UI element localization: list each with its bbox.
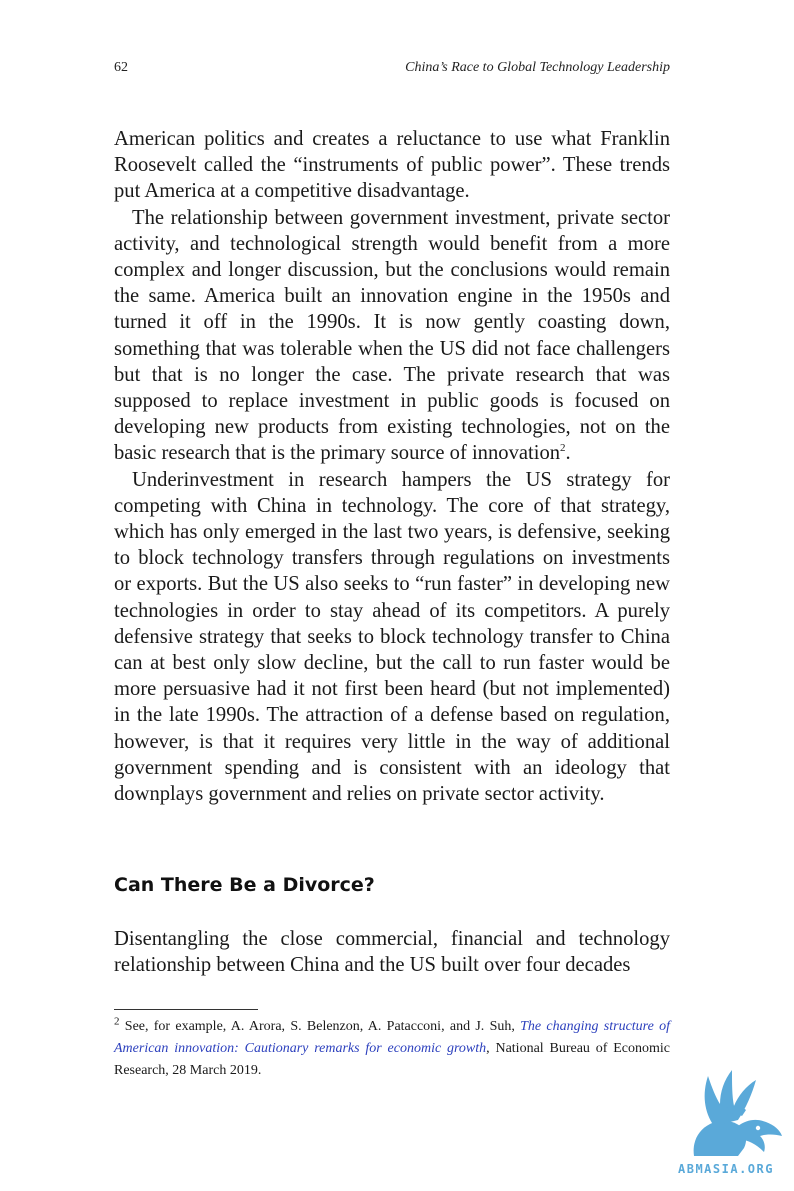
footnote: [114, 1016, 670, 1082]
running-title: China’s Race to Global Technology Leadership: [405, 60, 670, 75]
footnote-divider: [114, 1009, 258, 1010]
paragraph-1: American politics and creates a reluctance to use what Franklin Roosevelt called the “instruments of public power”. These trends put America at a competitive disadvantage.: [114, 128, 670, 203]
running-header: [114, 60, 670, 76]
watermark-logo: [670, 1066, 794, 1191]
griffin-logo-icon: [674, 1068, 786, 1162]
paragraph-3: Underinvestment in research hampers the US strategy for competing with China in technology. The core of that strategy, which has only emerged in the last two years, is defensive, seeking to block technology transfers through regulations on investments or exports. But the US also seeks to “run faster” in developing new technologies in order to stay ahead of its competitors. A purely defensive strategy that seeks to block technology transfer to China can at best only slow decline, but the call to run faster would be more persuasive had it not first been heard (but not implemented) in the late 1990s. The attraction of a defense based on regulation, however, is that it requires very little in the way of additional government spending and is consistent with an ideology that downplays government and relies on private sector activity.: [114, 468, 670, 806]
paragraph-2: [114, 205, 670, 467]
footnote-prefix: See, for example, A. Arora, S. Belenzon, A. Patacconi, and J. Suh,: [119, 1019, 521, 1034]
paragraph-2-end: .: [565, 442, 571, 465]
watermark-text: ABMASIA.ORG: [678, 1162, 774, 1176]
footnote-link[interactable]: The changing structure of American innovation: Cautionary remarks for economic growth: [114, 1019, 670, 1056]
footnote-reference[interactable]: 2: [560, 442, 566, 455]
footnote-number: 2: [114, 1015, 120, 1028]
body-text: [114, 126, 670, 807]
section-heading: Can There Be a Divorce?: [114, 874, 375, 896]
footnote-suffix: , National Bureau of Economic Research, 28 March 2019.: [114, 1041, 670, 1078]
page-number: 62: [114, 60, 128, 75]
paragraph-2-text: The relationship between government investment, private sector activity, and technological strength would benefit from a more complex and longer discussion, but the conclusions would remain the same. America built an innovation engine in the 1950s and turned it off in the 1990s. It is now gently coasting down, something that was tolerable when the US did not face challengers but that is no longer the case. The private research that was supposed to replace investment in public goods is focused on developing new products from existing technologies, not on the basic research that is the primary source of innovation: [114, 206, 670, 465]
section-paragraph: Disentangling the close commercial, financial and technology relationship between China and the US built over four decades: [114, 928, 670, 977]
